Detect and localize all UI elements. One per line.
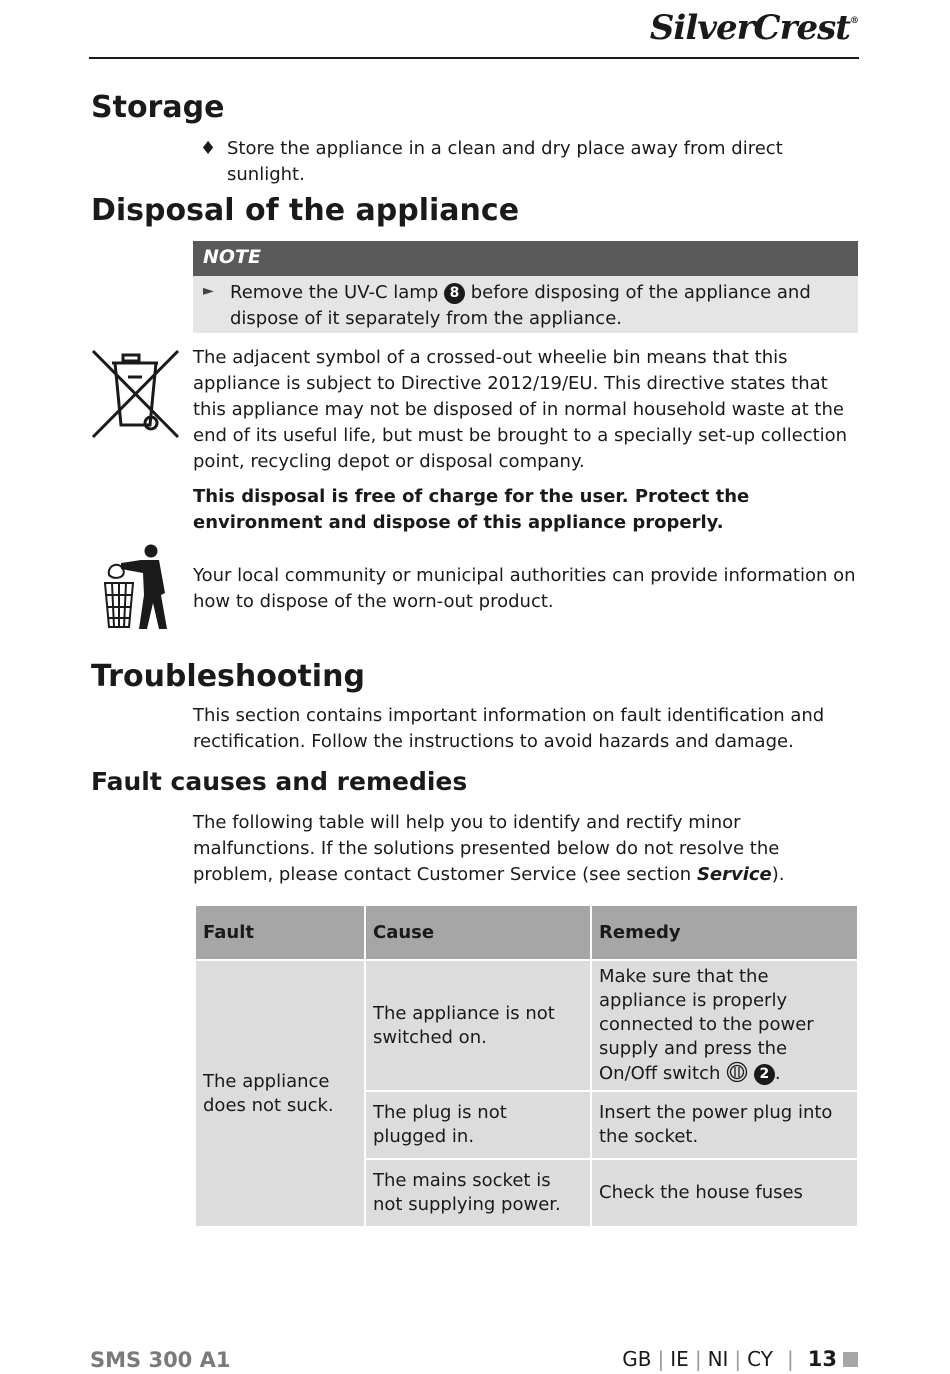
note-header: NOTE xyxy=(193,241,858,276)
bullet-icon: ♦ xyxy=(200,138,217,159)
table-header: Remedy xyxy=(591,905,858,960)
weee-text: The adjacent symbol of a crossed-out wheelie bin means that this appliance is subject to Directive 2012/19/EU. This directive states that this appliance may not be disposed of in normal household waste at the end of its useful life, but must be brought to a specially set-up collection point, recycling depot or disposal company. xyxy=(193,347,848,472)
troubleshooting-heading: Troubleshooting xyxy=(91,659,365,694)
page-number: 13 xyxy=(807,1347,837,1371)
header-rule xyxy=(89,57,859,59)
ref-badge: 8 xyxy=(444,283,465,304)
fault-causes-heading: Fault causes and remedies xyxy=(91,767,468,796)
page-marker xyxy=(843,1352,858,1367)
country-code: CY xyxy=(747,1347,774,1371)
cause-cell: The appliance is not switched on. xyxy=(365,960,591,1091)
page-footer: GB | IE | NI | CY | 13 xyxy=(622,1347,858,1371)
country-code: NI xyxy=(707,1347,729,1371)
storage-text: Store the appliance in a clean and dry place away from direct sunlight. xyxy=(227,138,783,185)
power-switch-icon xyxy=(726,1061,748,1083)
remedy-cell: Check the house fuses xyxy=(591,1159,858,1227)
tidyman-icon xyxy=(101,543,173,631)
note-box xyxy=(193,276,858,333)
cause-cell: The mains socket is not supplying power. xyxy=(365,1159,591,1227)
arrow-icon: ► xyxy=(203,283,214,299)
country-code: IE xyxy=(670,1347,689,1371)
table-row xyxy=(195,960,858,1091)
fault-cell: The appliance does not suck. xyxy=(195,960,365,1227)
note-text: Remove the UV-C lamp 8 before disposing of the appliance and dispose of it separately from the appliance. xyxy=(230,282,811,329)
troubleshooting-intro: This section contains important information on fault identification and rectification. Follow the instructions to avoid hazards and damage. xyxy=(193,705,825,752)
table-header: Fault xyxy=(195,905,365,960)
local-authorities-text: Your local community or municipal authorities can provide information on how to dispose of the worn-out product. xyxy=(193,565,856,612)
fault-table xyxy=(194,904,859,1228)
remedy-cell: Insert the power plug into the socket. xyxy=(591,1091,858,1159)
crossed-out-bin-icon xyxy=(90,347,182,441)
brand-logo: SilverCrest® xyxy=(649,8,858,48)
disposal-free-text: This disposal is free of charge for the user. Protect the environment and dispose of this appliance properly. xyxy=(193,486,750,533)
ref-badge: 2 xyxy=(754,1064,775,1085)
fault-table-intro: The following table will help you to identify and rectify minor malfunctions. If the solutions presented below do not resolve the problem, please contact Customer Service (see section Service). xyxy=(193,812,785,885)
cause-cell: The plug is not plugged in. xyxy=(365,1091,591,1159)
model-number: SMS 300 A1 xyxy=(90,1348,231,1372)
remedy-cell: Make sure that the appliance is properly connected to the power supply and press the On/Off switch 2 . xyxy=(591,960,858,1091)
storage-heading: Storage xyxy=(91,90,225,125)
country-code: GB xyxy=(622,1347,652,1371)
disposal-heading: Disposal of the appliance xyxy=(91,193,520,228)
table-header: Cause xyxy=(365,905,591,960)
table-header-row xyxy=(195,905,858,960)
